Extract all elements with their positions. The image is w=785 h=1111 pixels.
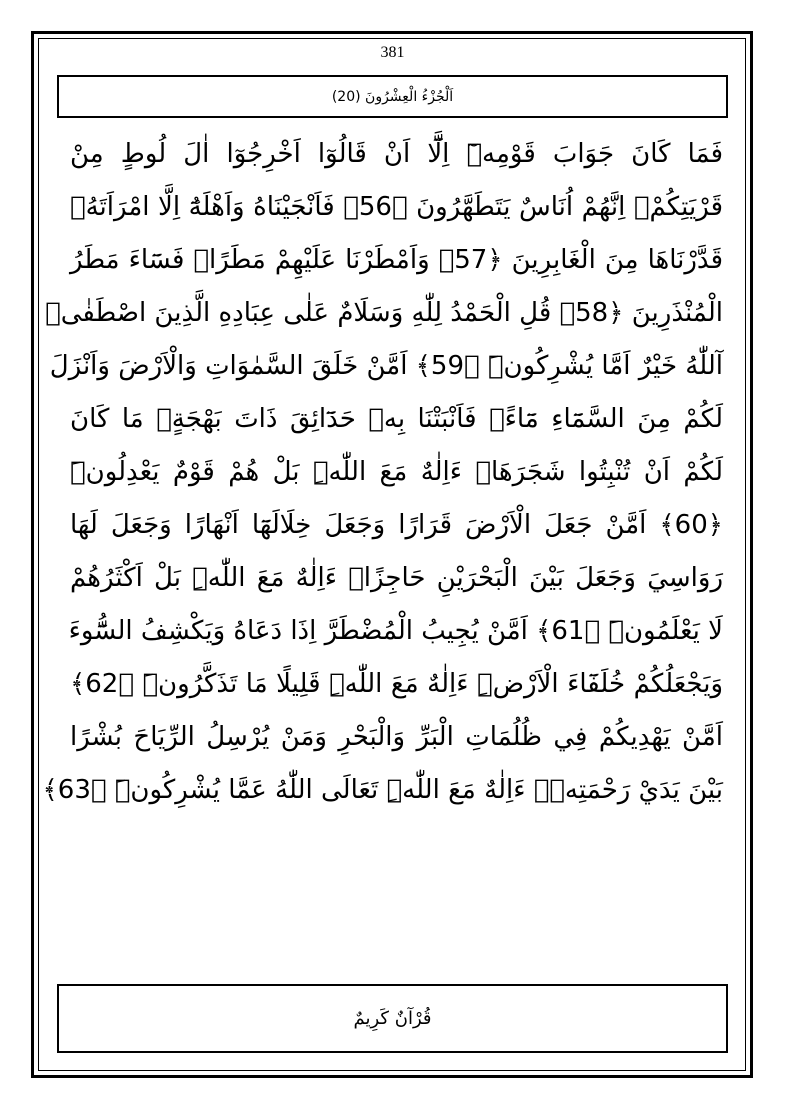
verse-line: اَمَّنْ يَهْدِيكُمْ فِي ظُلُمَاتِ الْبَرِّ وَالْبَحْرِ وَمَنْ يُرْسِلُ الرِّيَاحَ بُشْرًا bbox=[70, 722, 723, 752]
verse-line: آللّٰهُ خَيْرٌ اَمَّا يُشْرِكُونَۜ ﴿59﴾ اَمَّنْ خَلَقَ السَّمٰوَاتِ وَالْاَرْضَ وَاَنْزَلَ bbox=[49, 351, 723, 381]
verse-line: وَيَجْعَلُكُمْ خُلَفَٓاءَ الْاَرْضِۜ ءَاِلٰهٌ مَعَ اللّٰهِۜ قَلِيلًا مَا تَذَكَّرُونَۜ ﴿62﴾ bbox=[70, 669, 723, 699]
footer-label: قُرْآنٌ كَرِيمٌ bbox=[353, 1008, 432, 1029]
page-number: 381 bbox=[380, 44, 405, 61]
juz-label: اَلْجُزْءُ الْعِشْرُونَ (20) bbox=[331, 88, 454, 105]
verse-line: لَكُمْ مِنَ السَّمَٓاءِ مَٓاءًۚ فَاَنْبَتْنَا بِهٖ حَدَٓائِقَ ذَاتَ بَهْجَةٍۚ مَا كَانَ bbox=[70, 404, 723, 434]
juz-header bbox=[57, 75, 728, 118]
verse-line: قَرْيَتِكُمْۚ اِنَّهُمْ اُنَاسٌ يَتَطَهَّرُونَ ﴿56﴾ فَاَنْجَيْنَاهُ وَاَهْلَهُٓ اِلَّا امْرَاَتَهُۘ bbox=[70, 192, 723, 222]
verse-line: قَدَّرْنَاهَا مِنَ الْغَابِرِينَ ﴿57﴾ وَاَمْطَرْنَا عَلَيْهِمْ مَطَرًاۚ فَسَٓاءَ مَطَرُ bbox=[70, 245, 723, 275]
verse-line: ﴿60﴾ اَمَّنْ جَعَلَ الْاَرْضَ قَرَارًا وَجَعَلَ خِلَالَهَٓا اَنْهَارًا وَجَعَلَ لَهَا bbox=[70, 510, 723, 540]
verse-line: رَوَاسِيَ وَجَعَلَ بَيْنَ الْبَحْرَيْنِ حَاجِزًاۜ ءَاِلٰهٌ مَعَ اللّٰهِۜ بَلْ اَكْثَرُهُمْ bbox=[70, 563, 723, 593]
verse-line: لَكُمْ اَنْ تُنْبِتُوا شَجَرَهَاۜ ءَاِلٰهٌ مَعَ اللّٰهِۜ بَلْ هُمْ قَوْمٌ يَعْدِلُونَۜ bbox=[70, 457, 723, 487]
verse-line: فَمَا كَانَ جَوَابَ قَوْمِهٖٓ اِلَّٓا اَنْ قَالُوٓا اَخْرِجُوٓا اٰلَ لُوطٍ مِنْ bbox=[70, 139, 723, 169]
verse-text-block bbox=[42, 128, 723, 968]
verse-line: الْمُنْذَرِينَ ﴿58﴾ قُلِ الْحَمْدُ لِلّٰهِ وَسَلَامٌ عَلٰى عِبَادِهِ الَّذِينَ اصْطَفٰىۜ bbox=[45, 298, 723, 328]
verse-line: لَا يَعْلَمُونَۜ ﴿61﴾ اَمَّنْ يُجِيبُ الْمُضْطَرَّ اِذَا دَعَاهُ وَيَكْشِفُ السُّٓوءَ bbox=[68, 616, 723, 646]
footer-box bbox=[57, 984, 728, 1053]
verse-line: بَيْنَ يَدَيْ رَحْمَتِهٖۜ ءَاِلٰهٌ مَعَ اللّٰهِۜ تَعَالَى اللّٰهُ عَمَّا يُشْرِكُونَۜ ﴿63﴾ bbox=[42, 775, 723, 805]
